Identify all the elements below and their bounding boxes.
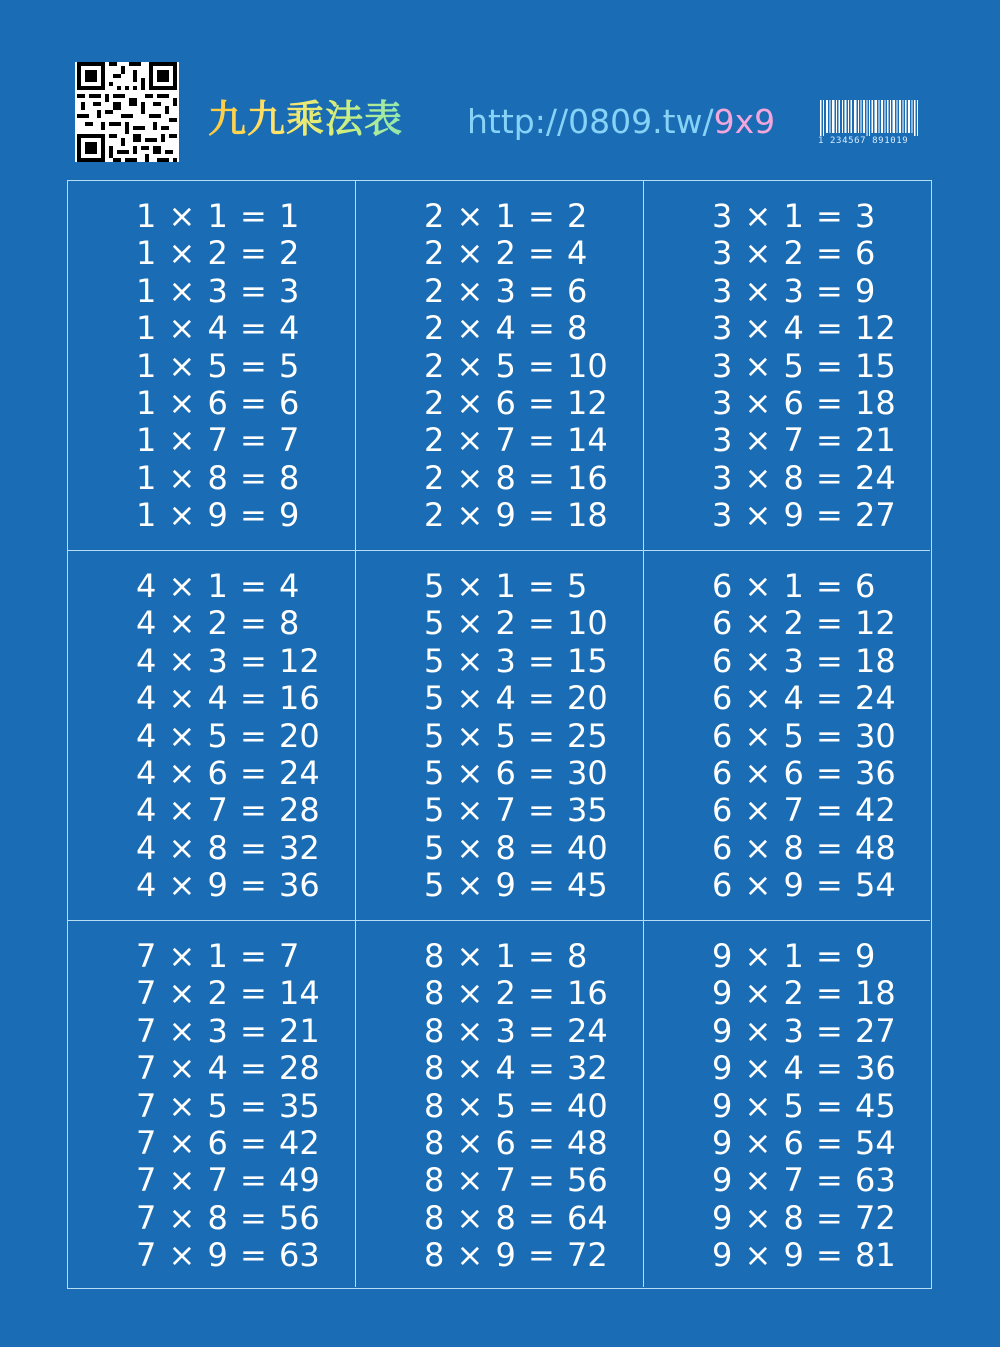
- equation-row: 4 × 4 = 16: [136, 679, 320, 718]
- equation-row: 1 × 6 = 6: [136, 383, 300, 422]
- equation-row: 5 × 4 = 20: [424, 679, 608, 718]
- table-block-1: [68, 181, 356, 551]
- table-block-3: [644, 181, 930, 551]
- barcode: [818, 100, 922, 150]
- equation-row: 2 × 9 = 18: [424, 496, 608, 535]
- equation-list: [136, 938, 320, 1275]
- qr-code-icon[interactable]: [75, 62, 179, 162]
- equation-row: 6 × 7 = 42: [712, 791, 896, 830]
- equation-row: 9 × 5 = 45: [712, 1086, 896, 1125]
- equation-row: 7 × 8 = 56: [136, 1198, 320, 1237]
- equation-row: 8 × 2 = 16: [424, 974, 608, 1013]
- equation-row: 7 × 3 = 21: [136, 1011, 320, 1050]
- equation-row: 2 × 5 = 10: [424, 346, 608, 385]
- page-header: [0, 0, 1000, 180]
- equation-row: 6 × 1 = 6: [712, 567, 876, 605]
- equation-row: 6 × 5 = 30: [712, 716, 896, 755]
- equation-row: 3 × 8 = 24: [712, 458, 896, 497]
- url-prefix: http://0809.tw/: [467, 102, 714, 141]
- equation-list: [136, 198, 299, 535]
- table-block-6: [644, 551, 930, 921]
- equation-list: [712, 568, 896, 905]
- equation-list: [712, 938, 896, 1275]
- equation-row: 1 × 9 = 9: [136, 496, 300, 535]
- equation-row: 5 × 1 = 5: [424, 567, 588, 605]
- equation-row: 6 × 8 = 48: [712, 828, 896, 867]
- equation-row: 9 × 8 = 72: [712, 1198, 896, 1237]
- equation-row: 2 × 1 = 2: [424, 197, 588, 235]
- equation-row: 4 × 9 = 36: [136, 866, 320, 905]
- equation-row: 8 × 5 = 40: [424, 1086, 608, 1125]
- equation-row: 4 × 8 = 32: [136, 828, 320, 867]
- equation-row: 3 × 1 = 3: [712, 197, 876, 235]
- equation-row: 8 × 6 = 48: [424, 1123, 608, 1162]
- equation-row: 7 × 6 = 42: [136, 1123, 320, 1162]
- equation-row: 1 × 1 = 1: [136, 197, 300, 235]
- table-block-2: [356, 181, 644, 551]
- equation-row: 4 × 2 = 8: [136, 604, 300, 643]
- equation-row: 4 × 1 = 4: [136, 567, 300, 605]
- equation-row: 6 × 3 = 18: [712, 641, 896, 680]
- equation-row: 7 × 7 = 49: [136, 1161, 320, 1200]
- equation-row: 9 × 2 = 18: [712, 974, 896, 1013]
- equation-list: [712, 198, 896, 535]
- equation-row: 7 × 4 = 28: [136, 1049, 320, 1088]
- equation-row: 7 × 5 = 35: [136, 1086, 320, 1125]
- equation-row: 3 × 2 = 6: [712, 234, 876, 273]
- equation-row: 4 × 5 = 20: [136, 716, 320, 755]
- equation-row: 2 × 2 = 4: [424, 234, 588, 273]
- equation-list: [424, 938, 608, 1275]
- equation-row: 5 × 2 = 10: [424, 604, 608, 643]
- equation-row: 9 × 6 = 54: [712, 1123, 896, 1162]
- equation-row: 8 × 9 = 72: [424, 1236, 608, 1275]
- equation-row: 1 × 5 = 5: [136, 346, 300, 385]
- equation-row: 5 × 7 = 35: [424, 791, 608, 830]
- barcode-icon: [818, 100, 922, 136]
- website-link[interactable]: [467, 101, 775, 143]
- equation-row: 3 × 4 = 12: [712, 309, 896, 348]
- equation-row: 9 × 3 = 27: [712, 1011, 896, 1050]
- multiplication-grid: [67, 180, 932, 1289]
- equation-row: 9 × 7 = 63: [712, 1161, 896, 1200]
- equation-row: 7 × 2 = 14: [136, 974, 320, 1013]
- equation-row: 2 × 8 = 16: [424, 458, 608, 497]
- table-block-4: [68, 551, 356, 921]
- equation-row: 5 × 9 = 45: [424, 866, 608, 905]
- equation-row: 3 × 6 = 18: [712, 383, 896, 422]
- equation-row: 5 × 3 = 15: [424, 641, 608, 680]
- equation-row: 8 × 3 = 24: [424, 1011, 608, 1050]
- table-block-8: [356, 921, 644, 1287]
- page-title: 九九乘法表: [208, 97, 404, 141]
- table-block-5: [356, 551, 644, 921]
- equation-row: 9 × 1 = 9: [712, 937, 876, 975]
- equation-row: 1 × 2 = 2: [136, 234, 300, 273]
- equation-row: 1 × 8 = 8: [136, 458, 300, 497]
- equation-row: 7 × 1 = 7: [136, 937, 300, 975]
- equation-row: 2 × 4 = 8: [424, 309, 588, 348]
- equation-row: 4 × 3 = 12: [136, 641, 320, 680]
- equation-row: 9 × 4 = 36: [712, 1049, 896, 1088]
- equation-list: [424, 568, 608, 905]
- barcode-number: 1 234567 891019: [818, 136, 909, 146]
- equation-row: 2 × 6 = 12: [424, 383, 608, 422]
- equation-row: 2 × 3 = 6: [424, 271, 588, 310]
- equation-row: 9 × 9 = 81: [712, 1236, 896, 1275]
- table-block-9: [644, 921, 930, 1287]
- equation-row: 1 × 7 = 7: [136, 421, 300, 460]
- equation-row: 4 × 7 = 28: [136, 791, 320, 830]
- equation-row: 8 × 8 = 64: [424, 1198, 608, 1237]
- equation-row: 8 × 4 = 32: [424, 1049, 608, 1088]
- equation-row: 8 × 7 = 56: [424, 1161, 608, 1200]
- equation-row: 7 × 9 = 63: [136, 1236, 320, 1275]
- equation-row: 3 × 9 = 27: [712, 496, 896, 535]
- equation-row: 5 × 5 = 25: [424, 716, 608, 755]
- equation-row: 3 × 7 = 21: [712, 421, 896, 460]
- equation-row: 6 × 2 = 12: [712, 604, 896, 643]
- equation-list: [136, 568, 320, 905]
- equation-row: 6 × 6 = 36: [712, 753, 896, 792]
- equation-row: 3 × 5 = 15: [712, 346, 896, 385]
- url-highlight: 9x9: [713, 102, 776, 141]
- equation-row: 3 × 3 = 9: [712, 271, 876, 310]
- table-block-7: [68, 921, 356, 1287]
- equation-row: 8 × 1 = 8: [424, 937, 588, 975]
- equation-row: 2 × 7 = 14: [424, 421, 608, 460]
- equation-list: [424, 198, 608, 535]
- equation-row: 6 × 9 = 54: [712, 866, 896, 905]
- equation-row: 6 × 4 = 24: [712, 679, 896, 718]
- equation-row: 5 × 6 = 30: [424, 753, 608, 792]
- equation-row: 4 × 6 = 24: [136, 753, 320, 792]
- equation-row: 1 × 4 = 4: [136, 309, 300, 348]
- equation-row: 5 × 8 = 40: [424, 828, 608, 867]
- equation-row: 1 × 3 = 3: [136, 271, 300, 310]
